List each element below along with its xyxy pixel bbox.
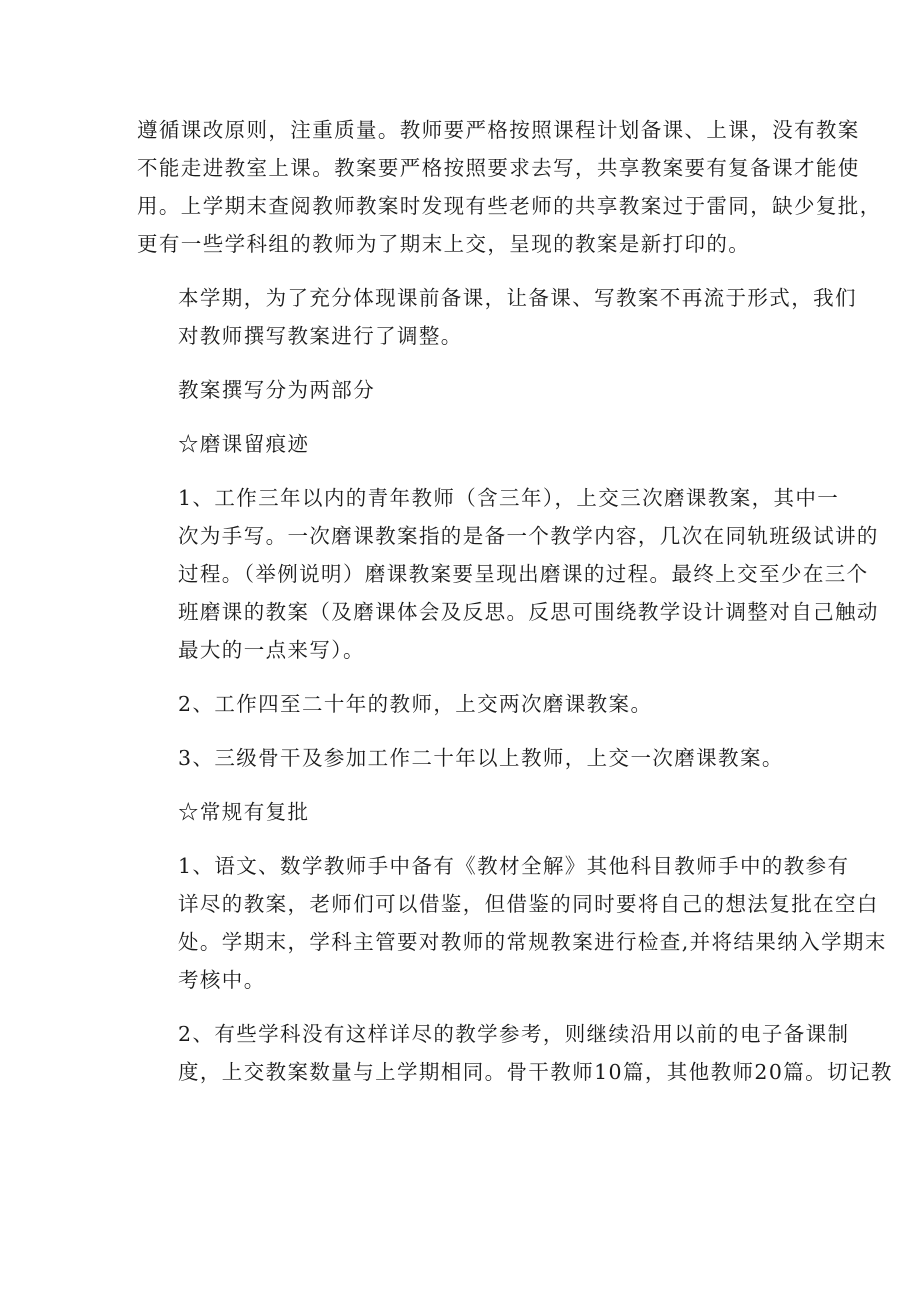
text-line: 用。上学期末查阅教师教案时发现有些老师的共享教案过于雷同，缺少复批， bbox=[137, 194, 882, 218]
paragraph bbox=[137, 425, 797, 463]
text-line: 考核中。 bbox=[178, 968, 266, 992]
text-line: 更有一些学科组的教师为了期末上交，呈现的教案是新打印的。 bbox=[137, 232, 751, 256]
text-line: 1、工作三年以内的青年教师（含三年），上交三次磨课教案，其中一 bbox=[178, 486, 840, 510]
paragraph bbox=[137, 111, 882, 263]
text-line: 3、三级骨干及参加工作二十年以上教师，上交一次磨课教案。 bbox=[178, 746, 784, 770]
paragraph bbox=[137, 279, 857, 355]
paragraph bbox=[137, 793, 797, 831]
paragraph bbox=[137, 479, 879, 669]
text-line: 度，上交教案数量与上学期相同。骨干教师10篇，其他教师20篇。切记教 bbox=[178, 1060, 893, 1084]
text-line: 最大的一点来写）。 bbox=[178, 638, 365, 662]
text-line: 过程。（举例说明）磨课教案要呈现出磨课的过程。最终上交至少在三个 bbox=[178, 562, 869, 586]
text-line: 本学期，为了充分体现课前备课，让备课、写教案不再流于形式，我们 bbox=[178, 286, 857, 310]
paragraph bbox=[137, 847, 887, 999]
paragraph bbox=[137, 739, 797, 777]
text-line: 2、工作四至二十年的教师，上交两次磨课教案。 bbox=[178, 692, 653, 716]
text-line: 处。学期末，学科主管要对教师的常规教案进行检查,并将结果纳入学期末 bbox=[178, 930, 887, 954]
document-body bbox=[137, 111, 893, 1107]
paragraph bbox=[137, 371, 797, 409]
paragraph bbox=[137, 685, 797, 723]
text-line: ☆常规有复批 bbox=[178, 800, 310, 824]
text-line: 1、语文、数学教师手中备有《教材全解》其他科目教师手中的教参有 bbox=[178, 854, 850, 878]
text-line: 次为手写。一次磨课教案指的是备一个教学内容，几次在同轨班级试讲的 bbox=[178, 524, 879, 548]
text-line: 不能走进教室上课。教案要严格按照要求去写，共享教案要有复备课才能使 bbox=[137, 156, 860, 180]
text-line: 2、有些学科没有这样详尽的教学参考，则继续沿用以前的电子备课制 bbox=[178, 1022, 850, 1046]
text-line: 遵循课改原则，注重质量。教师要严格按照课程计划备课、上课，没有教案 bbox=[137, 118, 860, 142]
text-line: 详尽的教案，老师们可以借鉴，但借鉴的同时要将自己的想法复批在空白 bbox=[178, 892, 879, 916]
text-line: ☆磨课留痕迹 bbox=[178, 432, 310, 456]
text-line: 教案撰写分为两部分 bbox=[178, 378, 376, 402]
text-line: 班磨课的教案（及磨课体会及反思。反思可围绕教学设计调整对自己触动 bbox=[178, 600, 879, 624]
text-line: 对教师撰写教案进行了调整。 bbox=[178, 324, 463, 348]
paragraph bbox=[137, 1015, 893, 1091]
